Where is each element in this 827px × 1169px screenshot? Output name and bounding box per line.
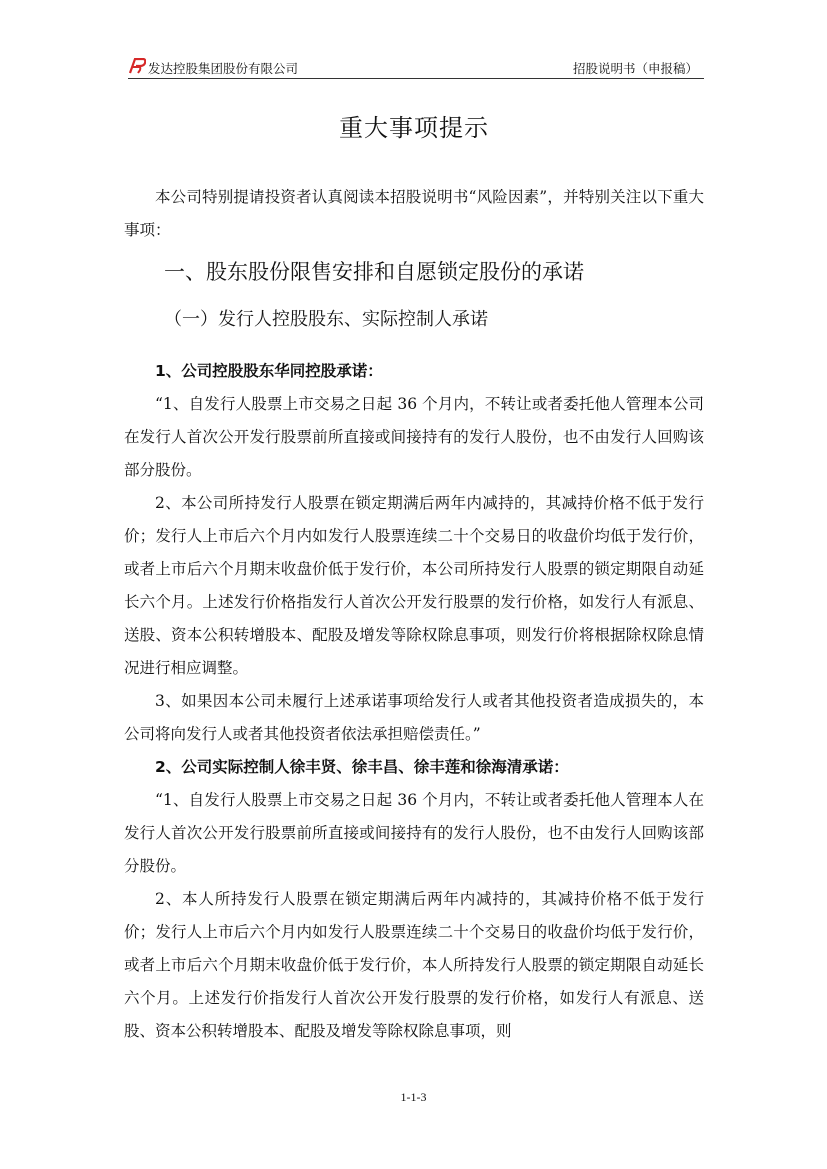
document-type: 招股说明书（申报稿）: [572, 61, 698, 76]
page-title: 重大事项提示: [339, 114, 489, 142]
company-logo-icon: [128, 58, 146, 74]
page-number: 1-1-3: [400, 1090, 427, 1104]
item1-heading: 1、公司控股股东华同控股承诺：: [155, 362, 383, 380]
section-heading: 一、股东股份限售安排和自愿锁定股份的承诺: [164, 260, 584, 284]
item2-paragraph-1: “1、自发行人股票上市交易之日起 36 个月内，不转让或者委托他人管理本人在发行人首次公开发行股票前所直接或间接持有的发行人股份，也不由发行人回购该部分股份。: [124, 791, 704, 875]
item2-paragraph-2: 2、本人所持发行人股票在锁定期满后两年内减持的，其减持价格不低于发行价；发行人上市后六个月内如发行人股票连续二十个交易日的收盘价均低于发行价，或者上市后六个月期末收盘价低于发行价，本人所持发行人股票的锁定期限自动延长六个月。上述发行价指发行人首次公开发行股票的发行价格，如发行人有派息、送股、资本公积转增股本、配股及增发等除权除息事项，则: [124, 890, 704, 1040]
page-content: [124, 108, 704, 1048]
company-name: 发达控股集团股份有限公司: [148, 61, 299, 76]
item1-paragraph-2: 2、本公司所持发行人股票在锁定期满后两年内减持的，其减持价格不低于发行价；发行人上市后六个月内如发行人股票连续二十个交易日的收盘价均低于发行价，或者上市后六个月期末收盘价低于发行价，本公司所持发行人股票的锁定期限自动延长六个月。上述发行价格指发行人首次公开发行股票的发行价格，如发行人有派息、送股、资本公积转增股本、配股及增发等除权除息事项，则发行价将根据除权除息情况进行相应调整。: [124, 494, 704, 677]
subsection-heading: （一）发行人控股股东、实际控制人承诺: [164, 309, 488, 330]
page-header: [128, 56, 704, 79]
item1-paragraph-1: “1、自发行人股票上市交易之日起 36 个月内，不转让或者委托他人管理本公司在发行人首次公开发行股票前所直接或间接持有的发行人股份，也不由发行人回购该部分股份。: [124, 395, 704, 479]
intro-paragraph: 本公司特别提请投资者认真阅读本招股说明书“风险因素”，并特别关注以下重大事项：: [124, 188, 704, 239]
item1-paragraph-3: 3、如果因本公司未履行上述承诺事项给发行人或者其他投资者造成损失的，本公司将向发行人或者其他投资者依法承担赔偿责任。”: [124, 692, 704, 743]
item2-heading: 2、公司实际控制人徐丰贤、徐丰昌、徐丰莲和徐海清承诺：: [155, 758, 569, 776]
